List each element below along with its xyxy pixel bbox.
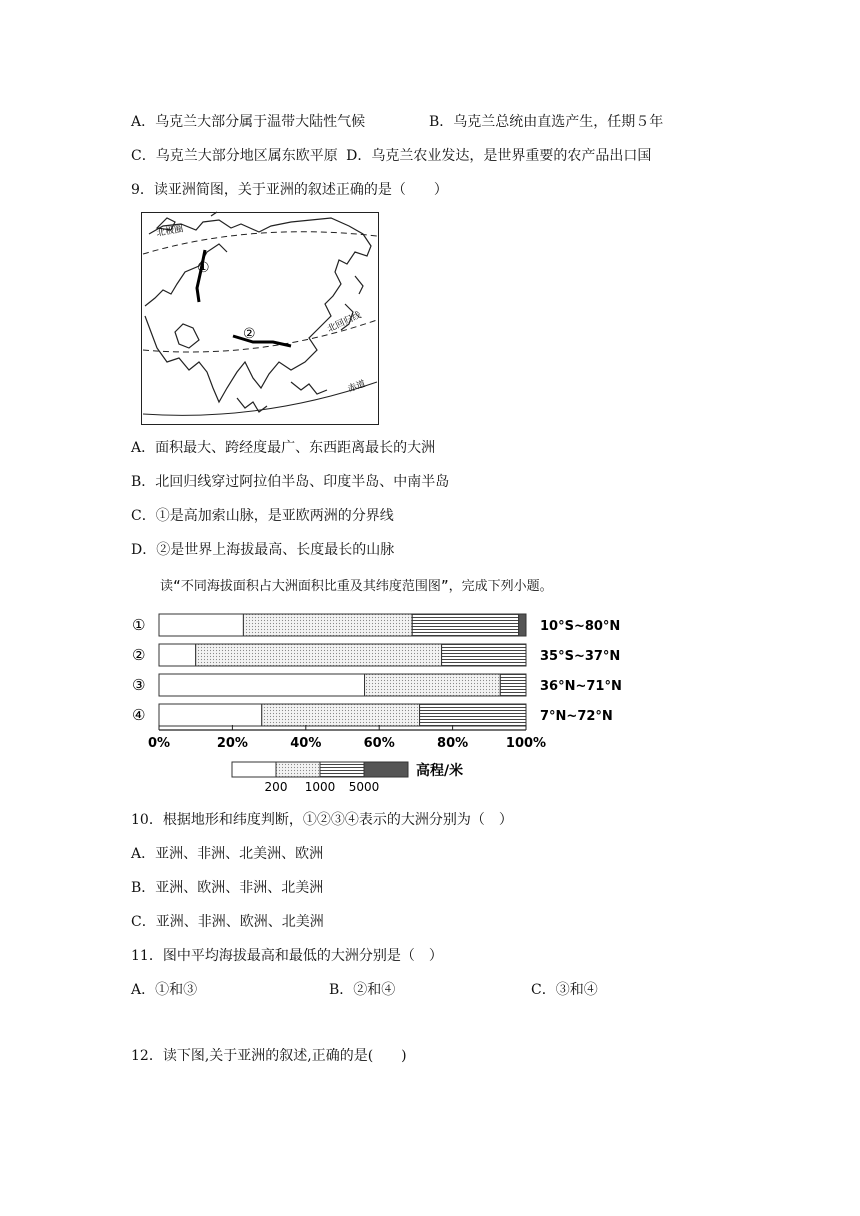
bar-segment [500,674,526,696]
x-tick-label: 20% [216,736,248,751]
legend-swatch [320,762,364,777]
label-tropic-of-cancer: 北回归线 [326,310,363,335]
category-label: ③ [132,676,146,694]
q9-option-c: C．①是高加索山脉，是亚欧两洲的分界线 [131,508,394,524]
q8-options-row2 [131,146,651,166]
q10-stem: 10．根据地形和纬度判断，①②③④表示的大洲分别为（ ） [131,812,513,828]
q11-option-c: C．③和④ [531,982,598,998]
bar-segment [243,614,412,636]
x-tick-label: 60% [363,736,395,751]
x-tick-label: 100% [505,736,547,751]
legend-swatch [232,762,276,777]
label-equator: 赤道 [346,379,367,395]
category-label: ① [132,616,146,634]
bar-segment [519,614,526,636]
bar-segment [365,674,501,696]
legend-swatch [364,762,408,777]
bar-segment [159,614,243,636]
q11-option-a: A．①和③ [131,982,198,998]
bar-segment [442,644,526,666]
latitude-range-label: 36°N~71°N [540,679,622,694]
category-label: ④ [132,706,146,724]
bar-segment [196,644,442,666]
q11-option-b: B．②和④ [329,982,396,998]
bar-segment [412,614,518,636]
latitude-range-label: 7°N~72°N [540,709,613,724]
label-mark-2: ② [243,326,256,342]
legend-tick-label: 200 [264,780,288,794]
q12-stem: 12．读下图,关于亚洲的叙述,正确的是( ) [131,1048,407,1064]
elevation-chart [128,604,622,800]
x-tick-label: 0% [147,736,171,751]
q8-option-c: C．乌克兰大部分地区属东欧平原 [131,148,338,164]
q10-option-a: A．亚洲、非洲、北美洲、欧洲 [131,846,324,862]
q9-stem: 9．读亚洲简图，关于亚洲的叙述正确的是（ ） [131,182,448,198]
asia-map [141,212,379,425]
x-tick-label: 80% [437,736,469,751]
legend-tick-label: 5000 [348,780,380,794]
q8-option-b: B．乌克兰总统由直选产生，任期５年 [429,114,664,130]
chart-intro: 读“不同海拔面积占大洲面积比重及其纬度范围图”，完成下列小题。 [160,579,553,594]
legend-tick-label: 1000 [304,780,336,794]
category-label: ② [132,646,146,664]
bar-segment [420,704,526,726]
bar-segment [159,644,196,666]
latitude-range-label: 35°S~37°N [540,649,621,664]
legend-unit: 高程/米 [416,763,464,779]
q8-option-d: D．乌克兰农业发达，是世界重要的农产品出口国 [346,148,652,164]
q11-stem: 11．图中平均海拔最高和最低的大洲分别是（ ） [131,948,443,964]
bar-segment [159,674,365,696]
q9-option-d: D．②是世界上海拔最高、长度最长的山脉 [131,542,395,558]
q9-option-a: A．面积最大、跨经度最广、东西距离最长的大洲 [131,440,436,456]
x-tick-label: 40% [290,736,322,751]
q8-option-a: A．乌克兰大部分属于温带大陆性气候 [131,114,366,130]
bar-segment [159,704,262,726]
label-arctic-circle: 北极圈 [155,224,185,239]
q9-option-b: B．北回归线穿过阿拉伯半岛、印度半岛、中南半岛 [131,474,450,490]
q10-option-b: B．亚洲、欧洲、非洲、北美洲 [131,880,324,896]
q11-options [131,980,598,1000]
bar-segment [262,704,420,726]
label-mark-1: ① [197,260,210,276]
q10-option-c: C．亚洲、非洲、欧洲、北美洲 [131,914,324,930]
latitude-range-label: 10°S~80°N [540,619,621,634]
legend-swatch [276,762,320,777]
